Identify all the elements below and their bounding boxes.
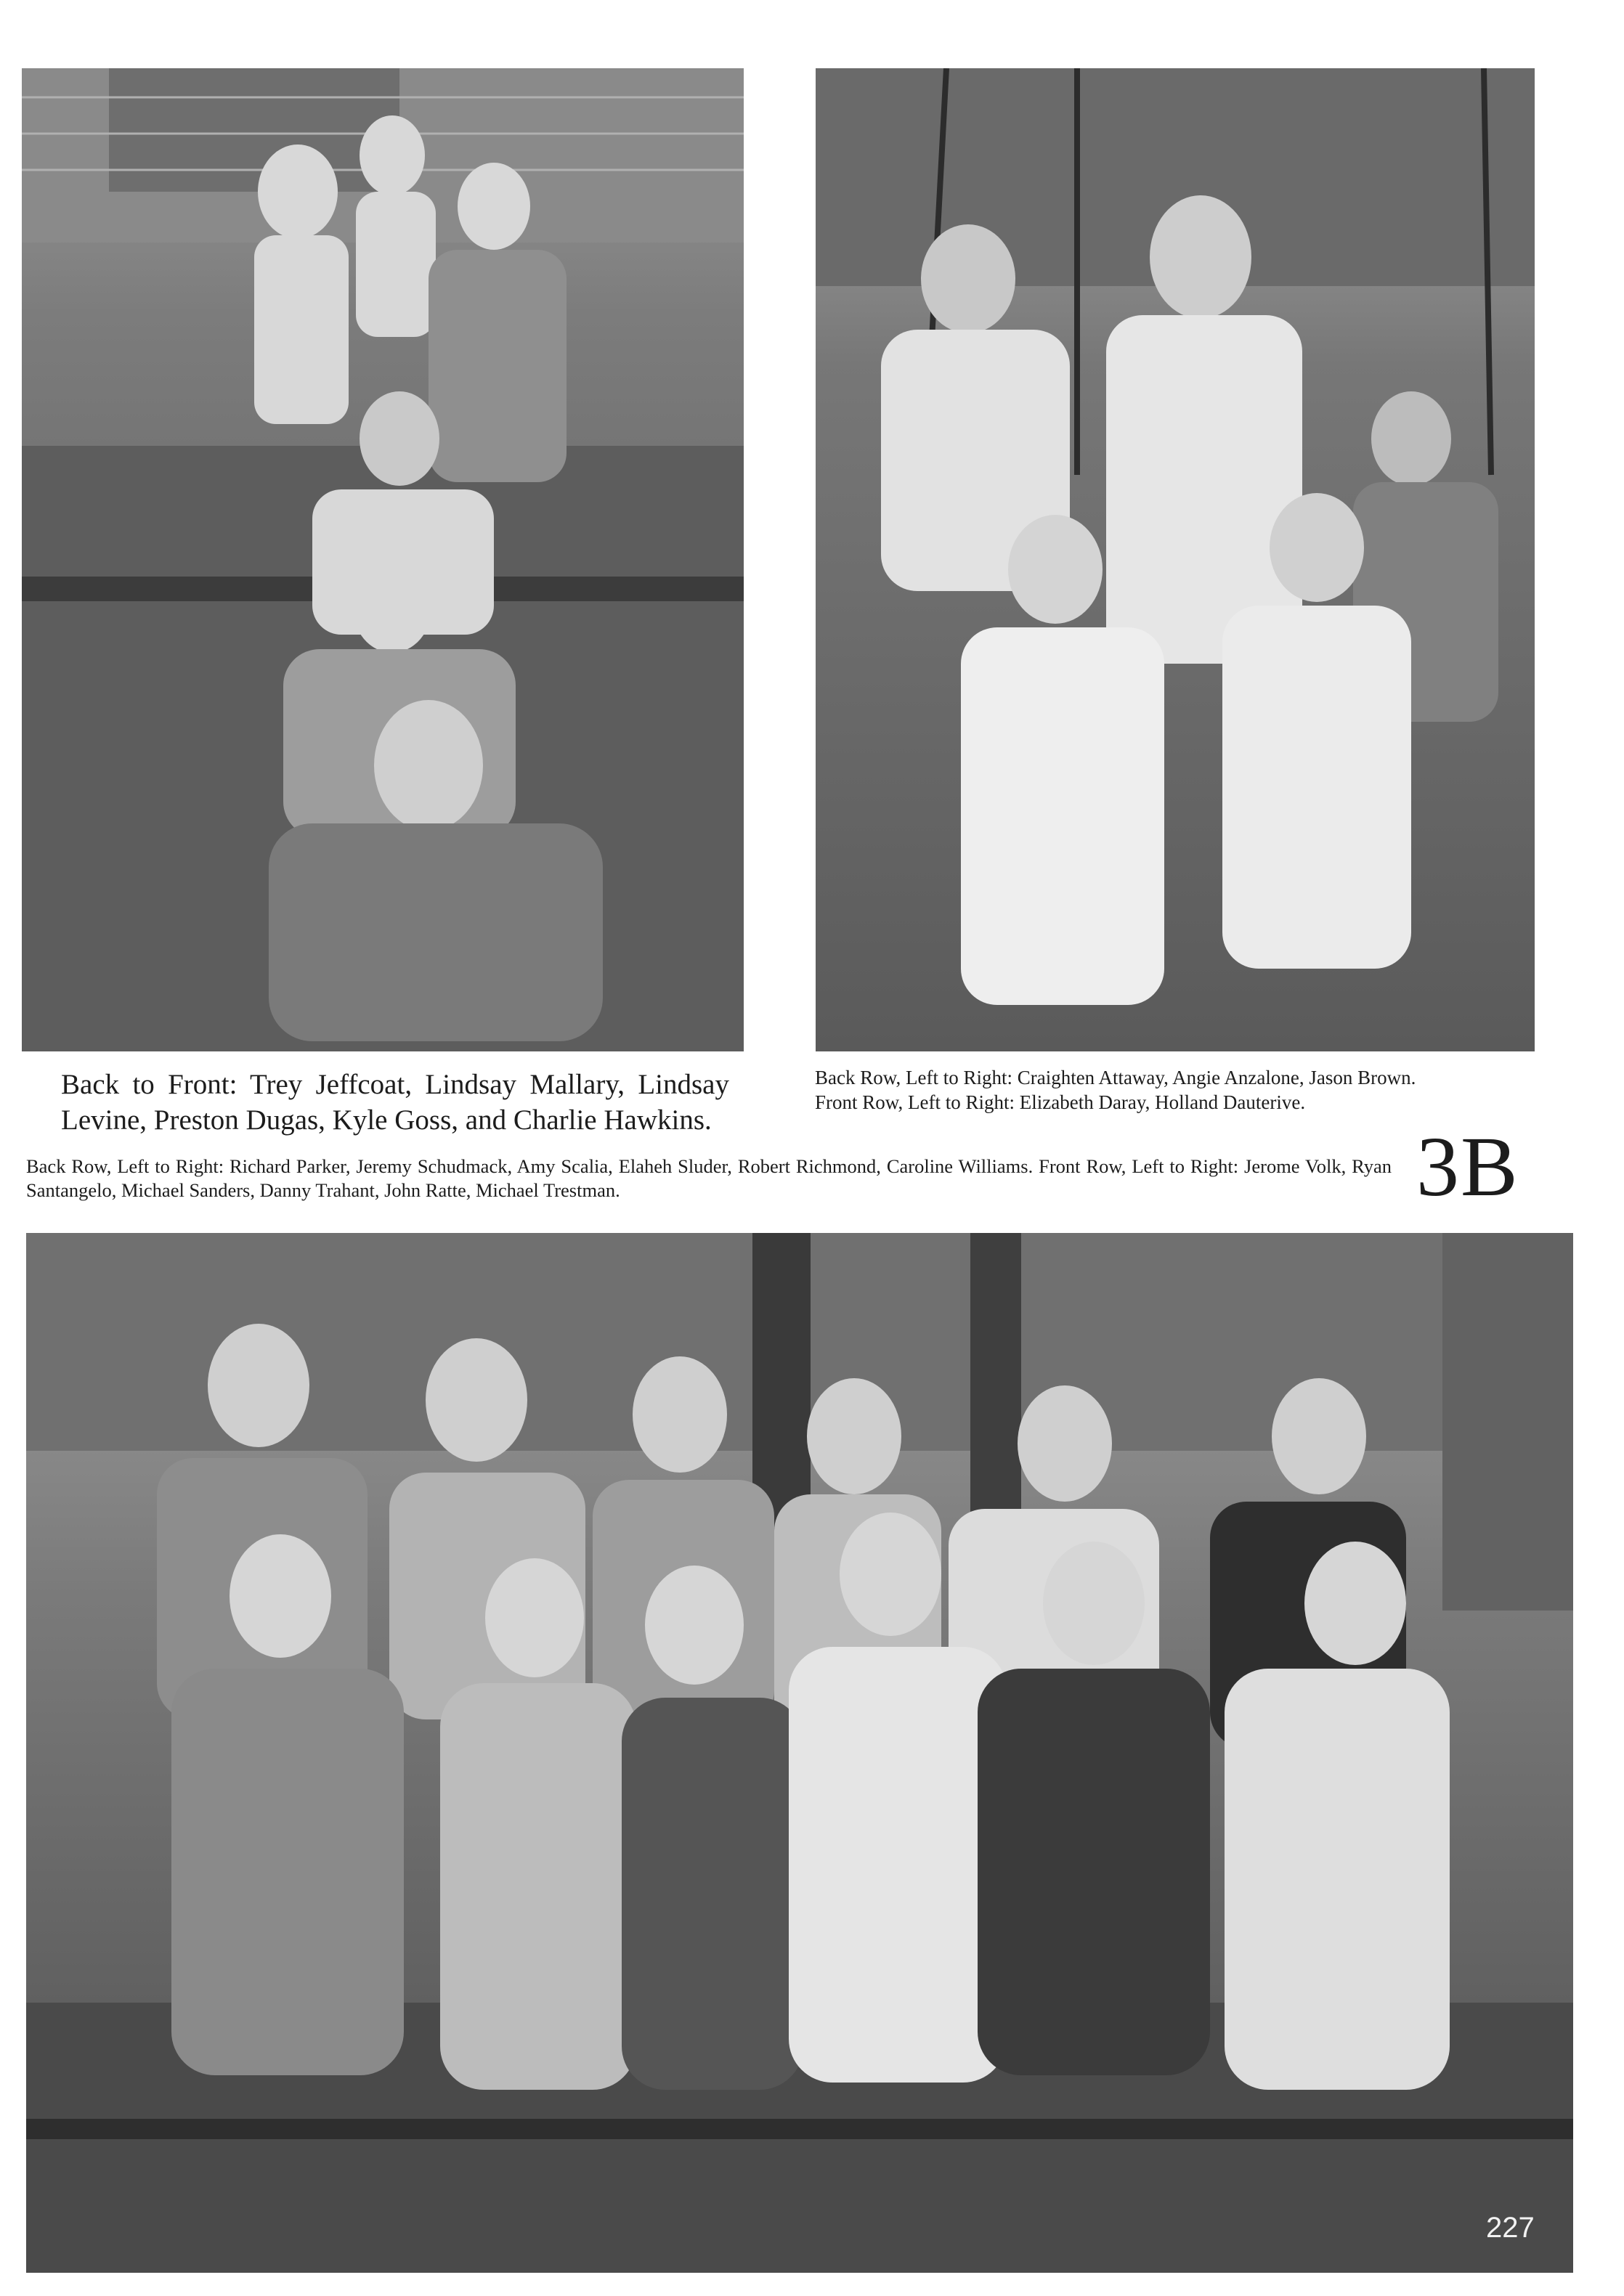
photo-back-to-front-group [22,68,744,1051]
photo-class-3b-bench-group [26,1233,1573,2273]
photo-swing-set-group [816,68,1535,1051]
page-number: 227 [1486,2212,1535,2244]
section-label: 3B [1416,1119,1519,1214]
photo-top-left-image [22,68,744,1051]
caption-top-right-back-row: Back Row, Left to Right: Craighten Attaway, Angie Anzalone, Jason Brown. [815,1067,1416,1088]
caption-top-left-text: Back to Front: Trey Jeffcoat, Lindsay Mallary, Lindsay Levine, Preston Dugas, Kyle Goss, and Charlie Hawkins. [61,1069,729,1136]
photo-bottom-image [26,1233,1573,2273]
caption-top-right-front-row: Front Row, Left to Right: Elizabeth Daray, Holland Dauterive. [815,1091,1306,1113]
caption-bottom-text: Back Row, Left to Right: Richard Parker, Jeremy Schudmack, Amy Scalia, Elaheh Sluder, Robert Richmond, Caroline Williams. Front Row, Left to Right: Jerome Volk, Ryan Santangelo, Michael Sanders, Danny Trahant, John Ratte, Michael Trestman. [26,1155,1392,1202]
photo-top-right-image [816,68,1535,1051]
caption-top-right [815,1066,1537,1115]
caption-bottom [26,1155,1392,1202]
caption-top-left [61,1067,729,1139]
